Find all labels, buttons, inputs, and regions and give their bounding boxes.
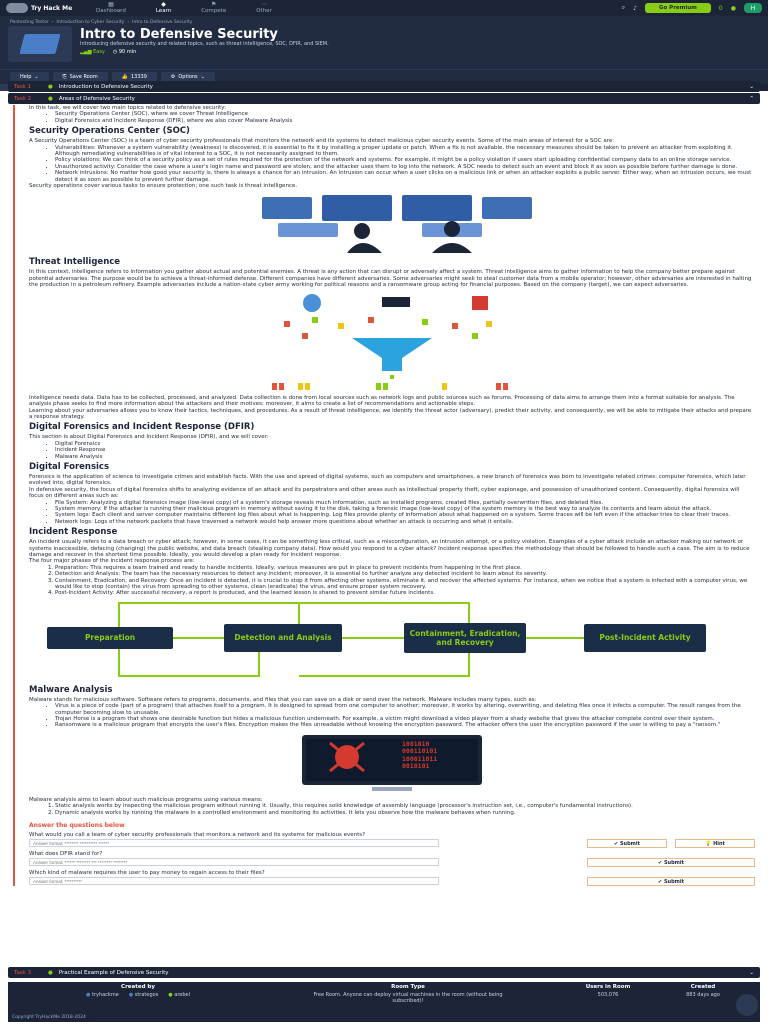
list-item: • Digital Forensics and Incident Response (DFIR), where we also cover Malware Analysis [55, 118, 755, 124]
section-heading: Digital Forensics [29, 461, 110, 472]
list-item: • Security Operations Center (SOC), where we cover Threat Intelligence [55, 111, 755, 117]
nav-other[interactable] [256, 2, 272, 14]
list-item: • Digital Forensics [55, 441, 755, 447]
paragraph: Security operations cover various tasks to ensure protection; one such task is threat intelligence. [29, 183, 298, 190]
chevron-down-icon: ⌄ [34, 74, 39, 80]
list-item: 2. Dynamic analysis works by running the malware in a controlled environment and monitoring its activities. It lets you observe how the malware behaves when running. [55, 810, 755, 816]
list [55, 500, 755, 526]
logo-mark-icon [6, 3, 28, 13]
thumbs-up-icon: 👍 [121, 74, 128, 80]
author-link[interactable]: ● arebel [168, 992, 190, 998]
author-link[interactable]: ● strategos [128, 992, 159, 998]
created-date [658, 984, 748, 998]
room-image [8, 26, 72, 62]
breadcrumb-item[interactable]: Introduction to Cyber Security [56, 20, 125, 25]
question-block [29, 851, 755, 867]
breadcrumb-item: Intro to Defensive Security [132, 20, 193, 25]
green-check-icon: ● [48, 969, 53, 976]
check-icon: ✔ [613, 840, 619, 847]
task-number: Task 1 [14, 83, 32, 90]
question-block [29, 870, 755, 886]
nav-links [96, 2, 272, 14]
dashboard-icon: ▦ [108, 1, 114, 8]
chevron-down-icon: ⌄ [749, 83, 754, 90]
soc-illustration-svg [242, 193, 542, 253]
chat-icon[interactable] [736, 994, 758, 1016]
malware-svg [292, 733, 492, 793]
nav-dashboard-label: Dashboard [96, 8, 126, 14]
threat-intel-illustration [272, 293, 512, 391]
answer-input[interactable] [29, 877, 439, 885]
paragraph: An incident usually refers to a data breach or cyber attack; however, in some cases, it can be something less critical, such as a misconfiguration, an intrusion attempt, or a policy violation. Examples of a cyber attack include an attacker making our network or systems inaccessible, defacing (changing) the public website, and data breach (stealing company data). How would you respond to a cyber attack? Incident response specifies the methodology that should be followed to handle such a case. The aim is to reduce damage and recover in the shortest time possible. Ideally, you would develop a plan ready for incident response. [29, 539, 750, 558]
chevron-down-icon: ⌄ [749, 969, 754, 976]
paragraph: Intelligence needs data. Data has to be collected, processed, and analyzed. Data collection is done from local sources such as network logs and public sources such as forums. Processing of data aims to arrange them into a format suitable for analysis. The analysis phase seeks to find more information about the attackers and their motives; moreover, it aims to create a list of recommendations and actionable steps. [29, 394, 735, 408]
list-item: 1. Static analysis works by inspecting the malicious program without running it. Usually, this requires solid knowledge of assembly language (processor's instruction set, i.e., computer's fundamental instructions). [55, 803, 755, 809]
list-item: • Network intrusions: No matter how good your security is, there is always a chance for an intrusion. An intrusion can occur when a user clicks on a malicious link or when an attacker exploits a public server. Either way, when an intrusion occurs, we must detect it as soon as possible to prevent further damage. [55, 170, 755, 183]
list [55, 111, 755, 124]
copyright: Copyright TryHackMe 2018-2024 [12, 1015, 86, 1020]
paragraph: Forensics is the application of science to investigate crimes and establish facts. With the use and spread of digital systems, such as computers and smartphones, a new branch of forensics was born to investigate related crimes: computer forensics, which later evolved into, digital forensics. [29, 473, 746, 487]
section-heading: Threat Intelligence [29, 257, 121, 268]
answer-input[interactable] [29, 858, 439, 866]
list-item: 1. Preparation: This requires a team trained and ready to handle incidents. Ideally, various measures are put in place to prevent incidents from happening in the first place. [55, 565, 755, 571]
author-avatar-icon: ● [128, 992, 135, 998]
list-item: • Virus is a piece of code (part of a program) that attaches itself to a program. It is designed to spread from one computer to another; moreover, it works by altering, overwriting, and deleting files once it infects a computer. The result ranges from the computer becoming slow to unusable. [55, 703, 755, 716]
created-value: 883 days ago [686, 992, 720, 998]
paragraph: Learning about your adversaries allows you to know their tactics, techniques, and procedures. As a result of threat intelligence, we identify the threat actor (adversary), predict their activity, and consequently, we will be able to mitigate their attacks and prepare a response strategy. [29, 407, 752, 420]
section-heading: Digital Forensics and Incident Response (DFIR) [29, 422, 255, 433]
paragraph: Malware analysis aims to learn about such malicious programs using various means: [29, 796, 263, 803]
room-footer [8, 982, 760, 1022]
bell-icon[interactable]: ♪ [633, 4, 637, 12]
paragraph: In defensive security, the focus of digital forensics shifts to analyzing evidence of an attack and its perpetrators and other areas such as intellectual property theft, cyber espionage, and possession of unauthorized content. Consequently, digital forensics will focus on different areas such as: [29, 486, 740, 500]
compete-icon: ⚑ [211, 1, 217, 8]
paragraph: In this task, we will cover two main topics related to defensive security: [29, 105, 226, 111]
binary-text: 1001010 000110101 100011011 0010101 [402, 739, 438, 771]
created-by [58, 984, 218, 998]
nav-compete-label: Compete [201, 8, 227, 14]
logo[interactable] [6, 3, 76, 13]
question-text: What would you call a team of cyber security professionals that monitors a network and its systems for malicious events? [29, 832, 366, 839]
chevron-down-icon: ⌄ [200, 74, 205, 80]
nav-learn[interactable] [156, 2, 171, 14]
green-check-icon: ● [48, 95, 53, 102]
list [55, 145, 755, 183]
threat-intel-svg [272, 293, 512, 391]
options-button[interactable]: ⚙ Options ⌄ [161, 72, 215, 82]
task-1-header[interactable] [8, 81, 760, 92]
malware-illustration [292, 733, 492, 793]
flow-step: Containment, Eradication, and Recovery [404, 623, 526, 653]
ordered-list [55, 803, 755, 816]
author-avatar-icon: ● [86, 992, 92, 998]
list-item: • Vulnerabilities: Whenever a system vulnerability (weakness) is discovered, it is essential to fix it by installing a proper update or patch. When a fix is not available, the necessary measures should be taken to prevent an attacker from exploiting it. Although remediating vulnerabilities is of vital interest to a SOC, it is not necessarily assigned to them. [55, 145, 755, 158]
room-type [308, 984, 508, 1004]
paragraph: The four major phases of the incident response process are: [29, 558, 195, 565]
navbar [0, 0, 768, 16]
footer-heading: Room Type [391, 984, 425, 990]
green-check-icon: ● [48, 83, 53, 90]
users-in-room [568, 984, 648, 998]
list [55, 703, 755, 729]
task-number: Task 2 [14, 95, 32, 102]
section-heading: Malware Analysis [29, 684, 113, 695]
learn-icon: ◆ [161, 1, 166, 8]
paragraph: This section is about Digital Forensics and Incident Response (DFIR), and we will cover: [29, 434, 269, 441]
task-title: Practical Example of Defensive Security [58, 969, 169, 976]
section-heading: Incident Response [29, 527, 118, 538]
list-item: • Network logs: Logs of the network packets that have traversed a network would help answer more questions about whether an attack is occurring and what it entails. [55, 519, 755, 525]
signal-icon: ▂▄▆ [80, 49, 94, 55]
author-avatar-icon: ● [168, 992, 175, 998]
room-meta [80, 49, 136, 55]
streak-count: 0 [718, 4, 723, 12]
nav-learn-label: Learn [155, 8, 172, 14]
task-3-header[interactable] [8, 967, 760, 978]
check-icon: ✔ [657, 878, 663, 885]
footer-heading: Created by [121, 984, 155, 990]
task-number: Task 3 [14, 969, 32, 976]
submit-button[interactable]: ✔ Submit [587, 839, 667, 848]
submit-button[interactable]: ✔ Submit [587, 858, 755, 867]
list-item: 2. Detection and Analysis: The team has the necessary resources to detect any incident; moreover, it is essential to further analyze any detected incident to learn about its severity. [55, 571, 755, 577]
breadcrumb-item[interactable]: Pentesting Tester [10, 20, 49, 25]
soc-illustration [242, 193, 542, 253]
list-item: 3. Containment, Eradication, and Recovery: Once an incident is detected, it is crucial to stop it from affecting other systems, eliminate it, and recover the affected systems. For instance, when we notice that a system is infected with a computer virus, we would like to stop (contain) the virus from spreading to other systems, clean (eradicate) the virus, and ensure proper system recovery. [55, 578, 755, 591]
fire-icon: ● [730, 4, 736, 12]
question-block [29, 832, 755, 848]
list-item: • Malware Analysis [55, 454, 755, 460]
room-title: Intro to Defensive Security [80, 27, 278, 42]
task-title: Areas of Defensive Security [58, 95, 135, 102]
task-content [13, 105, 755, 886]
list-item: • File System: Analyzing a digital forensics image (low-level copy) of a system's storage reveals much information, such as installed programs, created files, partially overwritten files, and deleted files. [55, 500, 755, 506]
task-title: Introduction to Defensive Security [58, 83, 153, 90]
author-link[interactable]: ● tryhackme [86, 992, 119, 998]
list-item: • System memory: If the attacker is running their malicious program in memory without saving it to the disk, taking a forensic image (low-level copy) of the system memory is the best way to analyze its contents and learn about the attack. [55, 506, 755, 512]
room-header [0, 16, 768, 69]
flow-step: Preparation [47, 627, 173, 649]
bookmark-icon: ⎘ [62, 74, 67, 80]
submit-button[interactable]: ✔ Submit [587, 877, 755, 886]
list-item: • Unauthorized activity: Consider the case where a user's login name and password are stolen, and the attacker uses them to log into the network. A SOC needs to detect such an event and block it as soon as possible before further damage is done. [55, 164, 755, 170]
questions-header: Answer the questions below [29, 822, 125, 830]
save-room-button[interactable]: ⎘ Save Room [53, 72, 108, 82]
nav-other-label: Other [256, 8, 272, 14]
list-item: • Ransomware is a malicious program that encrypts the user's files. Encryption makes the files unreadable without knowing the encryption password. The attacker offers the user the encryption password if the user is willing to pay a "ransom." [55, 722, 755, 728]
incident-response-flow [29, 601, 729, 681]
nav-dashboard[interactable] [96, 2, 126, 14]
list-item: • Incident Response [55, 447, 755, 453]
nav-compete[interactable] [201, 2, 226, 14]
hint-button[interactable]: 💡 Hint [675, 839, 755, 848]
clock-icon: ◷ [112, 49, 119, 55]
duration: ◷ 90 min [112, 49, 137, 55]
flow-step: Post-Incident Activity [584, 624, 706, 652]
lightbulb-icon: 💡 [705, 840, 712, 847]
search-icon[interactable]: ⌕ [621, 4, 626, 11]
flow-step: Detection and Analysis [224, 624, 342, 652]
paragraph: Malware stands for malicious software. Software refers to programs, documents, and files that you can save on a disk or send over the network. Malware includes many types, such as: [29, 696, 537, 703]
list-item: • System logs: Each client and server computer maintains different log files about what is happening. Log files provide plenty of information about what happened on a system. Some traces will be left even if the attacker tries to clear their traces. [55, 512, 755, 518]
footer-heading: Created [690, 984, 716, 990]
questions-section [29, 822, 755, 886]
ordered-list [55, 565, 755, 597]
list-item: • Trojan Horse is a program that shows one desirable function but hides a malicious function underneath. For example, a victim might download a video player from a shady website that gives the attacker complete control over their system. [55, 716, 755, 722]
question-text: Which kind of malware requires the user to pay money to regain access to their files? [29, 870, 265, 877]
logo-text: Try Hack Me [31, 4, 73, 12]
difficulty-badge: ▂▄▆ Easy [80, 49, 105, 55]
footer-heading: Users in Room [585, 984, 631, 990]
room-type-value: Free Room. Anyone can deploy virtual machines in the room (without being subscribed)! [313, 992, 503, 1004]
users-value: 503,076 [597, 992, 619, 998]
answer-input[interactable] [29, 839, 439, 847]
paragraph: In this context, intelligence refers to information you gather about actual and potential enemies. A threat is any action that can disrupt or adversely affect a system. Threat intelligence aims to gather information to help the company better prepare against potential adversaries. The purpose would be to achieve a threat-informed defense. Different companies have different adversaries. Some adversaries might seek to steal customer data from a mobile operator; however, other adversaries are interested in halting the production in a petroleum refinery. Example adversaries include a nation-state cyber army working for political reasons and a ransomware group acting for financial purposes. Based on the company (target), we can expect adversaries. [29, 269, 752, 289]
avatar[interactable]: H [744, 3, 762, 13]
list [55, 441, 755, 460]
help-button[interactable]: Help ⌄ [10, 72, 49, 82]
chevron-up-icon: ⌃ [749, 95, 754, 102]
gear-icon: ⚙ [170, 74, 176, 80]
question-text: What does DFIR stand for? [29, 851, 103, 858]
room-subtitle: Introducing defensive security and related topics, such as threat intelligence, SOC, DFIR, and SIEM. [80, 41, 329, 47]
paragraph: A Security Operations Center (SOC) is a team of cyber security professionals that monitors the network and its systems to detect malicious cyber security events. Some of the main areas of interest for a SOC are: [29, 138, 615, 145]
list-item: 4. Post-Incident Activity: After successful recovery, a report is produced, and the learned lesson is shared to prevent similar future incidents. [55, 590, 755, 596]
section-heading: Security Operations Center (SOC) [29, 126, 190, 137]
go-premium-button[interactable]: Go Premium [645, 3, 711, 13]
list-item: • Policy violations: We can think of a security policy as a set of rules required for the protection of the network and systems. For example, it might be a policy violation if users start uploading confidential company data to an online storage service. [55, 157, 755, 163]
check-icon: ✔ [657, 859, 663, 866]
breadcrumb: Pentesting Tester › Introduction to Cyber Security › Intro to Defensive Security [10, 20, 193, 25]
task-2-header[interactable] [8, 93, 760, 104]
other-icon: ⋯ [261, 1, 268, 8]
like-button[interactable]: 👍 13339 [112, 72, 157, 82]
